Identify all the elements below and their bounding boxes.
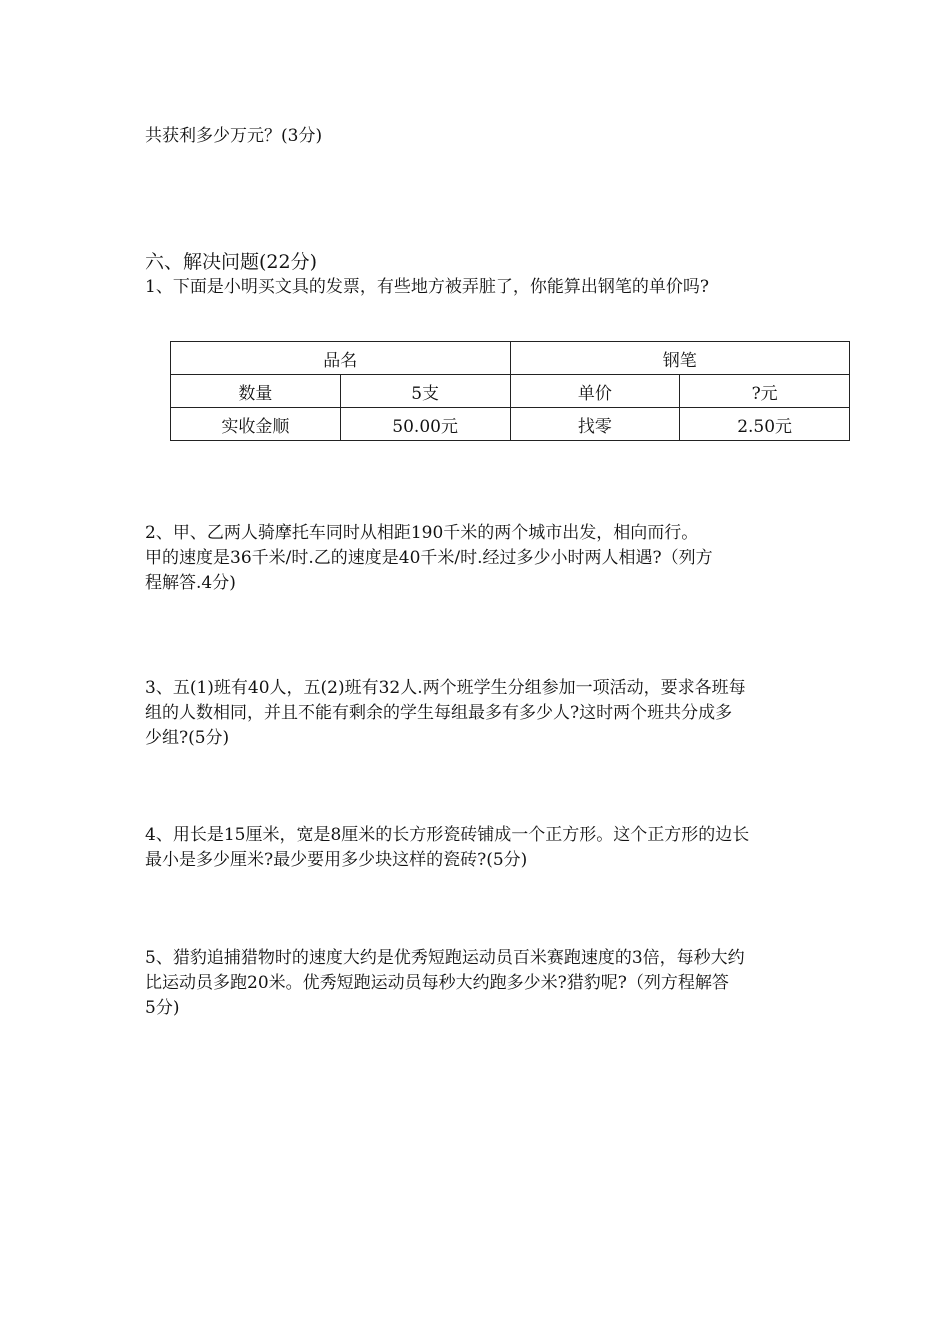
unit-price-label: 单价 [510,375,680,408]
previous-question-tail: 共获利多少万元？(3分) [145,126,323,146]
question-4-line: 最小是多少厘米?最少要用多少块这样的瓷砖?(5分) [145,850,528,870]
item-name-label: 品名 [171,342,511,375]
unit-price-value: ?元 [680,375,850,408]
invoice-table [170,341,850,441]
question-2-line: 甲的速度是36千米/时.乙的速度是40千米/时.经过多少小时两人相遇?（列方 [145,548,713,568]
quantity-value: 5支 [340,375,510,408]
question-2-line: 2、甲、乙两人骑摩托车同时从相距190千米的两个城市出发，相向而行。 [145,523,699,543]
question-3-line: 3、五(1)班有40人，五(2)班有32人.两个班学生分组参加一项活动，要求各班每 [145,678,746,698]
table-row [171,375,850,408]
section-heading: 六、解决问题(22分) [145,251,318,273]
question-5-line: 比运动员多跑20米。优秀短跑运动员每秒大约跑多少米?猎豹呢?（列方程解答 [145,973,729,993]
quantity-label: 数量 [171,375,341,408]
question-3-line: 组的人数相同，并且不能有剩余的学生每组最多有多少人?这时两个班共分成多 [145,703,733,723]
question-1-text: 1、下面是小明买文具的发票，有些地方被弄脏了，你能算出钢笔的单价吗? [145,277,709,297]
amount-received-label: 实收金顺 [171,408,341,441]
question-5-line: 5、猎豹追捕猎物时的速度大约是优秀短跑运动员百米赛跑速度的3倍，每秒大约 [145,948,745,968]
table-row [171,342,850,375]
item-name-value: 钢笔 [510,342,850,375]
change-label: 找零 [510,408,680,441]
question-2-line: 程解答.4分) [145,573,236,593]
question-5-line: 5分) [145,998,180,1018]
question-3-line: 少组?(5分) [145,728,230,748]
amount-received-value: 50.00元 [340,408,510,441]
question-4-line: 4、用长是15厘米，宽是8厘米的长方形瓷砖铺成一个正方形。这个正方形的边长 [145,825,750,845]
table-row [171,408,850,441]
change-value: 2.50元 [680,408,850,441]
